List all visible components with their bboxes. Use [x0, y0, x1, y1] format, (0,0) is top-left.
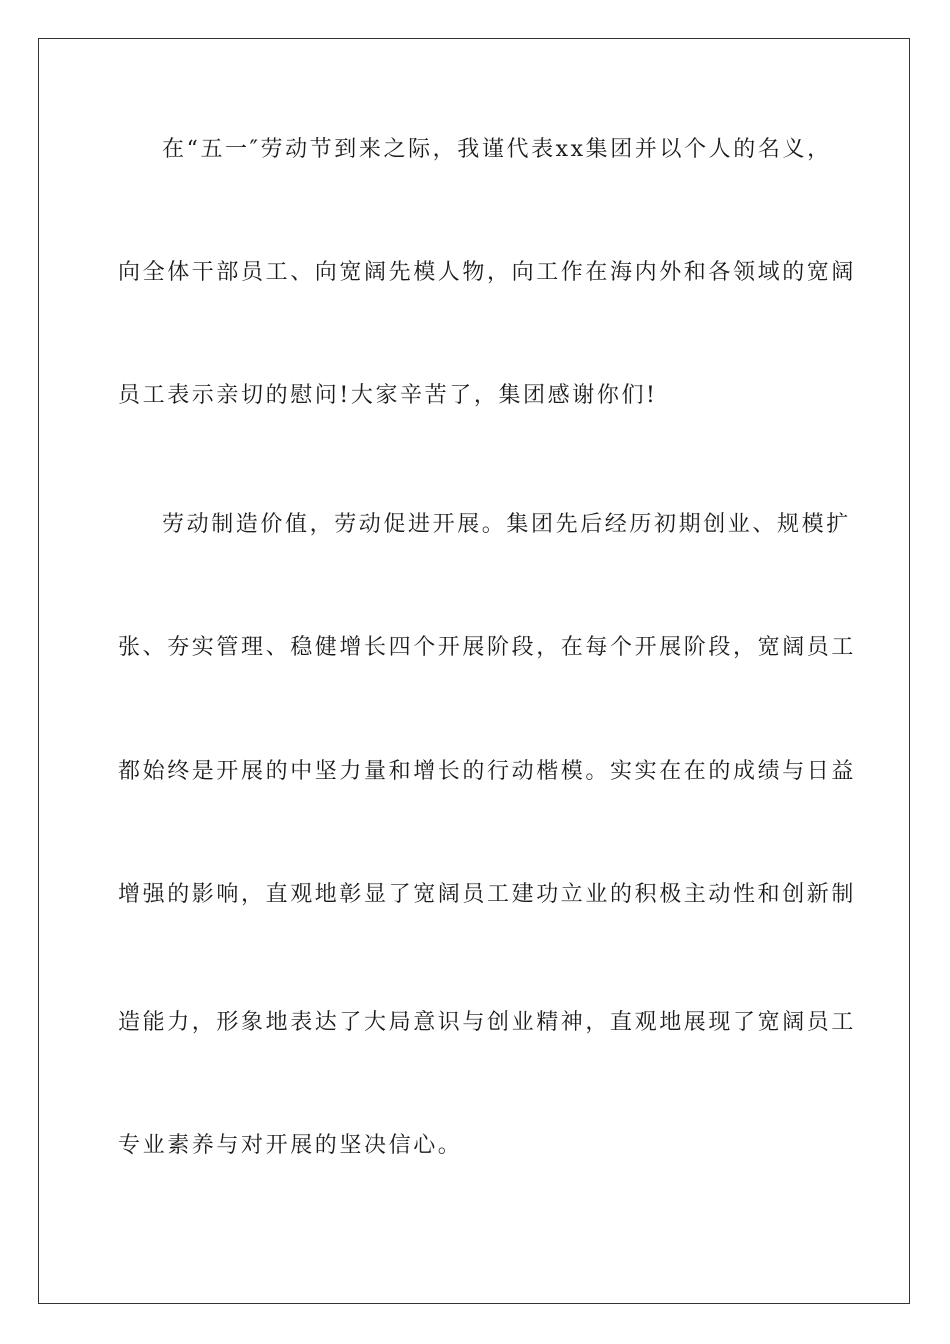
paragraph-2-line-4: 增强的影响，直观地彰显了宽阔员工建功立业的积极主动性和创新制	[118, 882, 857, 907]
paragraph-2-line-3: 都始终是开展的中坚力量和增长的行动楷模。实实在在的成绩与日益	[118, 759, 857, 784]
page-border	[38, 38, 910, 1304]
paragraph-1-line-1: 在“五一″劳动节到来之际，我谨代表xx集团并以个人的名义，	[162, 137, 832, 162]
paragraph-1-line-3: 员工表示亲切的慰问!大家辛苦了，集团感谢你们!	[118, 383, 658, 408]
paragraph-1-line-2: 向全体干部员工、向宽阔先模人物，向工作在海内外和各领域的宽阔	[118, 260, 857, 285]
paragraph-2-line-5: 造能力，形象地表达了大局意识与创业精神，直观地展现了宽阔员工	[118, 1010, 857, 1035]
paragraph-2-line-6: 专业素养与对开展的坚决信心。	[118, 1133, 463, 1158]
paragraph-2-line-1: 劳动制造价值，劳动促进开展。集团先后经历初期创业、规模扩	[162, 512, 851, 537]
paragraph-2-line-2: 张、夯实管理、稳健增长四个开展阶段，在每个开展阶段，宽阔员工	[118, 635, 857, 660]
